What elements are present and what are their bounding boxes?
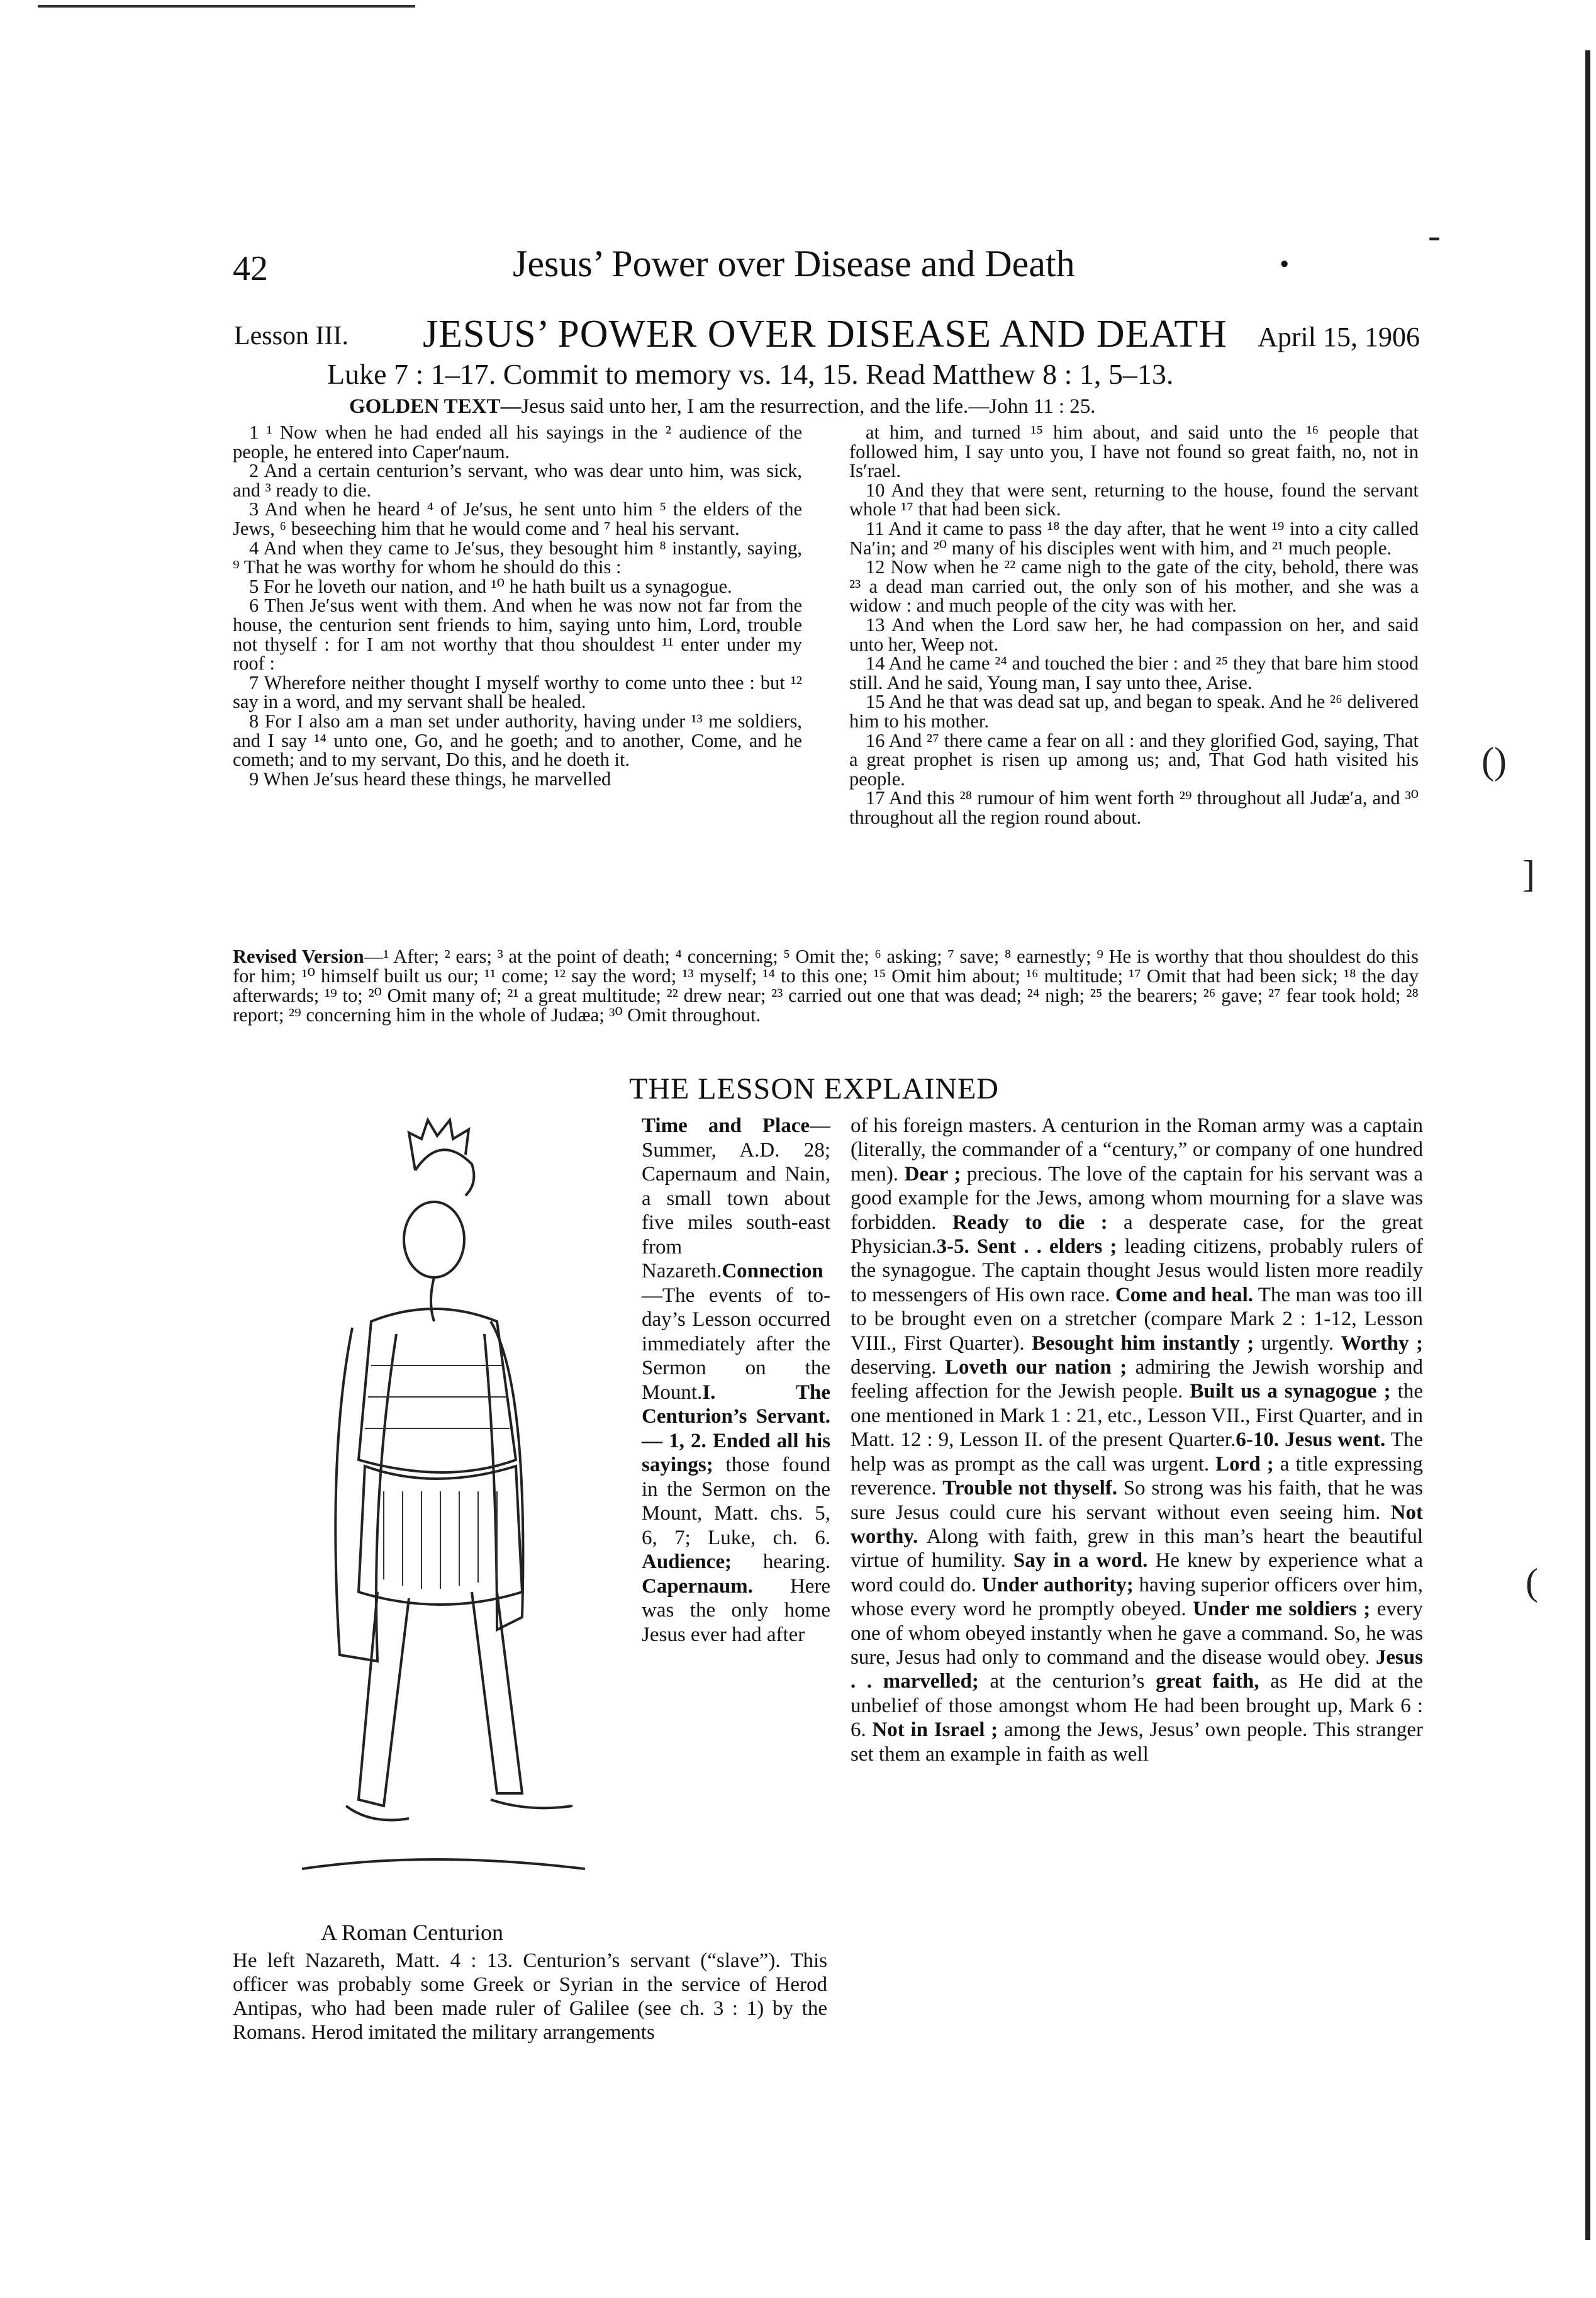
bold-term: Under authority;	[981, 1573, 1134, 1596]
verses-left-column	[233, 423, 802, 788]
explanation-text: those found in the Sermon on the Mount, Matt. chs. 5, 6, 7; Luke, ch. 6.	[642, 1454, 830, 1549]
explanation-text: of his foreign masters. A centurion in the Roman army was a captain (literally, the commander of a “century,” or company of one hundred men).	[851, 1114, 1423, 1185]
explanation-text: urgently.	[1254, 1331, 1341, 1355]
verse: 17 And this ²⁸ rumour of him went forth ²⁹ throughout all Judæ′a, and ³⁰ throughout all the region round about.	[849, 787, 1419, 828]
verse: 14 And he came ²⁴ and touched the bier : and ²⁵ they that bare him stood still. And he said, Young man, I say unto thee, Arise.	[849, 653, 1419, 693]
bold-term: Capernaum.	[642, 1574, 753, 1598]
explanation-text: at the centurion’s	[978, 1670, 1156, 1693]
explanation-text: So strong was his faith, that he was sure Jesus could cure his servant without even seeing him.	[851, 1477, 1424, 1524]
golden-text-label: GOLDEN TEXT—	[349, 395, 522, 418]
explanation-text: a title expressing reverence.	[851, 1452, 1424, 1500]
explanation-text: precious. The love of the captain for his servant was a good example for the Jews, among whom mourning for a slave was forbidden.	[851, 1162, 1423, 1234]
verse: 13 And when the Lord saw her, he had compassion on her, and said unto her, Weep not.	[849, 614, 1419, 655]
verse: 10 And they that were sent, returning to the house, found the servant whole ¹⁷ that had been sick.	[849, 479, 1419, 520]
verse: 16 And ²⁷ there came a fear on all : and they glorified God, saying, That a great prophet is risen up among us; and, That God hath visited his people.	[849, 729, 1419, 790]
explanation-text: —Summer, A.D. 28; Capernaum and Nain, a small town about five miles south-east from Nazareth.	[642, 1114, 830, 1282]
explanation-text: admiring the Jewish worship and feeling affection for the Jewish people.	[851, 1356, 1423, 1403]
verse: 8 For I also am a man set under authority, having under ¹³ me soldiers, and I say ¹⁴ unto one, Go, and he goeth; and to another, Come, and he cometh; and to my servant, Do this, and he doeth it.	[233, 710, 802, 771]
lesson-title: JESUS’ POWER OVER DISEASE AND DEATH	[423, 313, 1228, 356]
verse: 9 When Je′sus heard these things, he marvelled	[249, 768, 611, 790]
bold-term: Come and heal.	[1115, 1283, 1254, 1306]
explanation-text: deserving.	[851, 1356, 946, 1379]
bold-term: Jesus . . marvelled;	[851, 1645, 1423, 1693]
explanation-text: Along with faith, grew in this man’s heart the beautiful virtue of humility.	[851, 1525, 1423, 1572]
centurion-illustration	[208, 1114, 635, 1938]
margin-mark: (	[1526, 1561, 1538, 1603]
bold-term: Lord ;	[1215, 1452, 1274, 1476]
explanation-text: The help was as prompt as the call was urgent.	[851, 1428, 1424, 1476]
explanation-bottom-left: He left Nazareth, Matt. 4 : 13. Centurion’s servant (“slave”). This officer was probably some Greek or Syrian in the service of Herod Antipas, who had been made ruler of Galilee (see ch. 3 : 1) by the Romans. Herod imitated the military arrangements	[233, 1949, 827, 2044]
bold-term: I. The Centurion’s Servant. — 1, 2. Ended all his sayings;	[642, 1381, 830, 1476]
verse: 12 Now when he ²² came nigh to the gate of the city, behold, there was ²³ a dead man carried out, the only son of his mother, and she was a widow : and much people of the city was with her.	[849, 556, 1419, 617]
bold-term: 6-10. Jesus went.	[1236, 1428, 1386, 1452]
margin-mark: ()	[1482, 740, 1507, 782]
explanation-text: The man was too ill to be brought even on a stretcher (compare Mark 2 : 1-12, Lesson VIII., First Quarter).	[851, 1283, 1424, 1355]
verse: 15 And he that was dead sat up, and began to speak. And he ²⁶ delivered him to his mother.	[849, 691, 1419, 732]
explanation-right-column	[851, 1114, 1423, 1766]
verse: 3 And when he heard ⁴ of Je′sus, he sent unto him ⁵ the elders of the Jews, ⁶ beseeching him that he would come and ⁷ heal his servant.	[233, 498, 802, 539]
bold-term: Audience;	[642, 1550, 732, 1573]
bold-term: Time and Place	[642, 1114, 810, 1137]
verse: at him, and turned ¹⁵ him about, and said unto the ¹⁶ people that followed him, I say unto you, I have not found so great faith, no, not in Is′rael.	[849, 422, 1419, 482]
explanation-text: among the Jews, Jesus’ own people. This stranger set them an example in faith as well	[851, 1718, 1423, 1766]
explanation-text: hearing.	[732, 1550, 830, 1573]
explanation-text: He knew by experience what a word could do.	[851, 1549, 1423, 1596]
margin-mark: ]	[1522, 853, 1535, 895]
verse: 11 And it came to pass ¹⁸ the day after, that he went ¹⁹ into a city called Na′in; and ²⁰ many of his disciples went with him, and ²¹ much people.	[849, 517, 1419, 559]
bold-term: Under me soldiers ;	[1193, 1598, 1371, 1621]
bold-term: great faith,	[1156, 1670, 1259, 1693]
section-heading: THE LESSON EXPLAINED	[629, 1072, 999, 1106]
top-rule	[38, 5, 415, 8]
page-number: 42	[233, 249, 268, 288]
explanation-text: a desperate case, for the great Physician.	[851, 1211, 1424, 1258]
explanation-text: having superior officers over him, whose every word he promptly obeyed.	[851, 1573, 1423, 1621]
bold-term: Loveth our nation ;	[945, 1356, 1127, 1379]
header-mark: •	[1280, 251, 1289, 277]
running-head: Jesus’ Power over Disease and Death	[513, 243, 1075, 284]
verse: 4 And when they came to Je′sus, they besought him ⁸ instantly, saying, ⁹ That he was worthy for whom he should do this :	[233, 537, 802, 578]
bold-term: Say in a word.	[1013, 1549, 1148, 1572]
lesson-date: April 15, 1906	[1258, 322, 1420, 352]
bold-term: Built us a synagogue ;	[1190, 1380, 1391, 1403]
verse: 6 Then Je′sus went with them. And when he was now not far from the house, the centurion sent friends to him, saying unto him, Lord, trouble not thyself : for I am not worthy that thou shouldest ¹¹ enter under my roof :	[233, 595, 802, 675]
revised-version-text: —¹ After; ² ears; ³ at the point of death; ⁴ concerning; ⁵ Omit the; ⁶ asking; ⁷ save; ⁸ earnestly; ⁹ He is worthy that thou shouldest do this for him; ¹⁰ himself built us our; ¹¹ come; ¹² say the word; ¹³ myself; ¹⁴ to this one; ¹⁵ Omit him about; ¹⁶ multitude; ¹⁷ Omit that had been sick; ¹⁸ the day afterwards; ¹⁹ to; ²⁰ Omit many of; ²¹ a great multitude; ²² drew near; ²³ carried out one that was dead; ²⁴ nigh; ²⁵ the bearers; ²⁶ gave; ²⁷ fear took hold; ²⁸ report; ²⁹ concerning him in the whole of Judæa; ³⁰ Omit throughout.	[233, 946, 1419, 1026]
explanation-text: leading citizens, probably rulers of the synagogue. The captain thought Jesus would listen more readily to messengers of His own race.	[851, 1235, 1423, 1306]
bold-term: Not in Israel ;	[872, 1718, 998, 1742]
verse: 7 Wherefore neither thought I myself worthy to come unto thee : but ¹² say in a word, and my servant shall be healed.	[233, 671, 802, 713]
explanation-text: as He did at the unbelief of those amongst whom He had been brought up, Mark 6 : 6.	[851, 1670, 1423, 1742]
golden-text-body: Jesus said unto her, I am the resurrection, and the life.—John 11 : 25.	[521, 395, 1096, 418]
explanation-middle-column	[642, 1114, 830, 1647]
bold-term: Besought him instantly ;	[1031, 1331, 1254, 1355]
verses-right-column	[849, 423, 1419, 827]
lesson-title-line	[234, 315, 1420, 359]
verse: 1 ¹ Now when he had ended all his sayings in the ² audience of the people, he entered into Caper′naum.	[233, 422, 802, 462]
centurion-drawing	[208, 1114, 635, 1938]
explanation-text: —The events of to-day’s Lesson occurred immediately after the Sermon on the Mount.	[642, 1284, 830, 1404]
bold-term: 3-5. Sent . . elders ;	[936, 1235, 1117, 1258]
margin-mark: -	[1428, 215, 1441, 256]
golden-text	[349, 395, 1096, 418]
bold-term: Trouble not thyself.	[942, 1477, 1117, 1500]
bold-term: Not worthy.	[851, 1501, 1423, 1548]
scripture-reference: Luke 7 : 1–17. Commit to memory vs. 14, 15. Read Matthew 8 : 1, 5–13.	[327, 358, 1174, 390]
figure-caption: A Roman Centurion	[321, 1920, 503, 1945]
explanation-text: every one of whom obeyed instantly when he gave a command. So, he was sure, Jesus had only to command and the disease would obey.	[851, 1598, 1423, 1669]
bold-term: Dear ;	[904, 1162, 961, 1185]
verse: 5 For he loveth our nation, and ¹⁰ he hath built us a synagogue.	[249, 575, 732, 597]
bold-term: Connection	[722, 1260, 823, 1282]
bold-term: Worthy ;	[1341, 1331, 1423, 1355]
lesson-label: Lesson III.	[234, 322, 349, 350]
verse: 2 And a certain centurion’s servant, who was dear unto him, was sick, and ³ ready to die.	[233, 460, 802, 501]
page-edge-bar	[1585, 50, 1590, 2240]
explanation-text: Here was the only home Jesus ever had after	[642, 1574, 830, 1646]
bold-term: Ready to die :	[952, 1211, 1108, 1234]
revised-version-notes	[233, 947, 1419, 1025]
revised-version-label: Revised Version	[233, 946, 364, 967]
explanation-text: the one mentioned in Mark 1 : 21, etc., Lesson VII., First Quarter, and in Matt. 12 : 9, Lesson II. of the present Quarter.	[851, 1380, 1423, 1452]
